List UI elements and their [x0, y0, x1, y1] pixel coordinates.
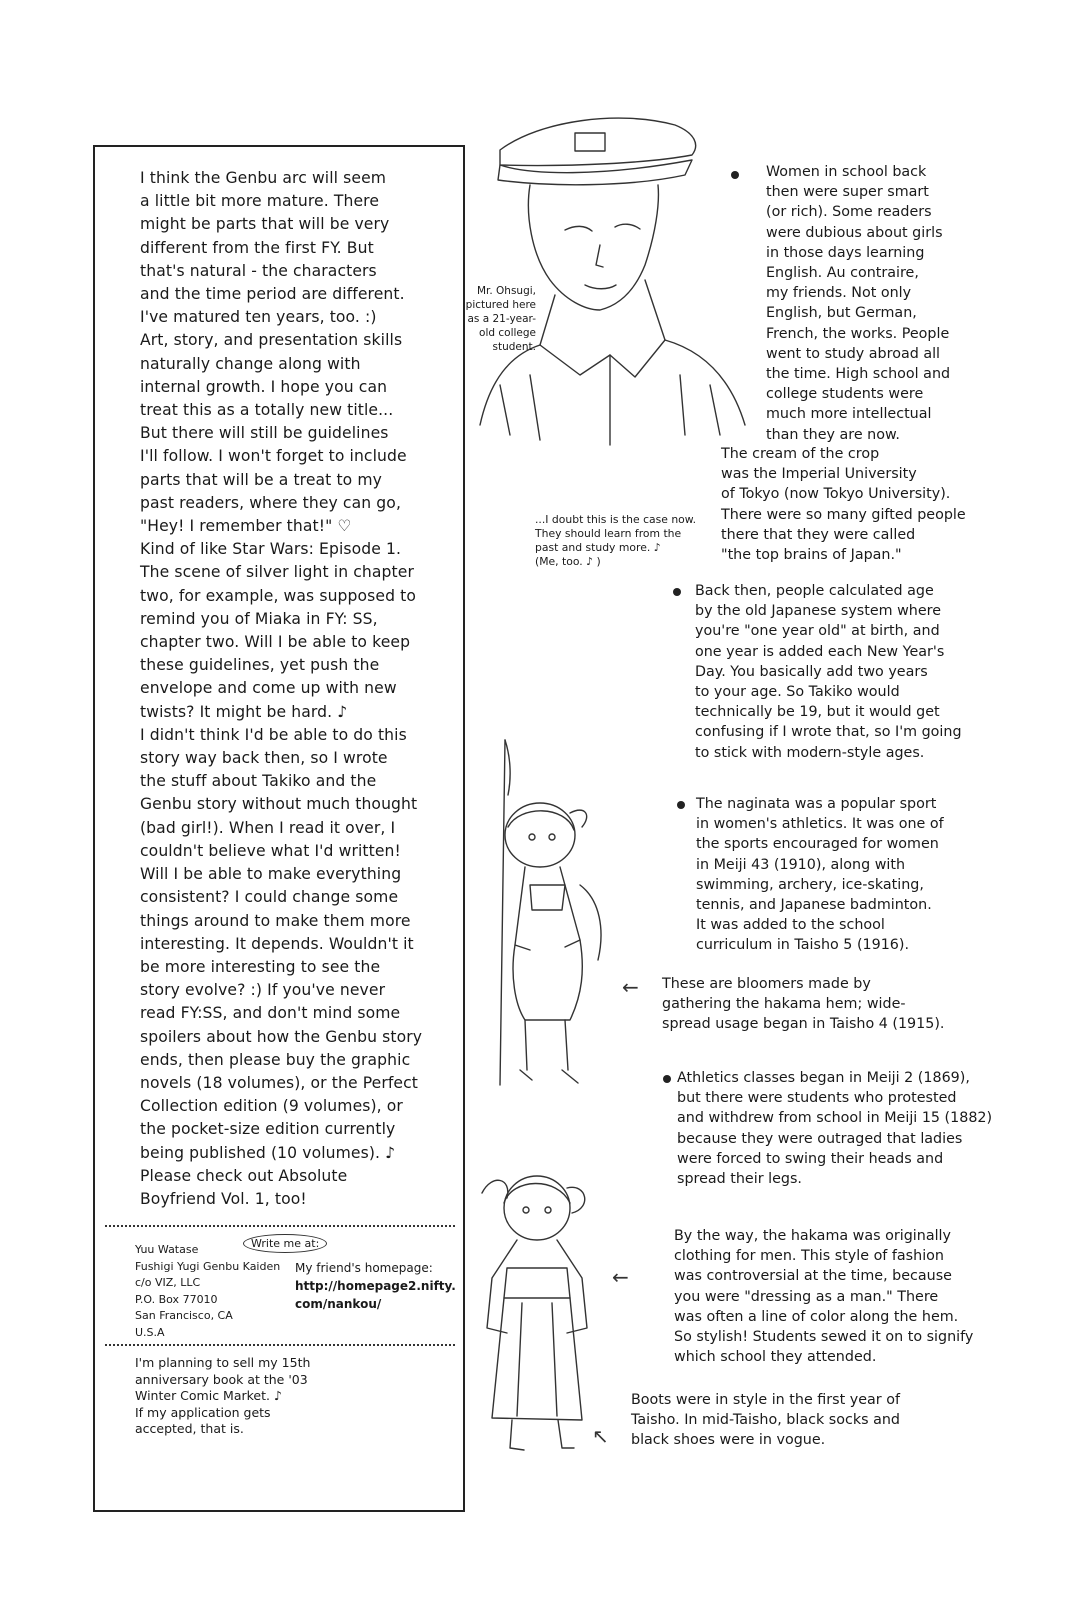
pointer-arrow: ← — [612, 1265, 629, 1289]
note-line: and withdrew from school in Meiji 15 (1882) — [677, 1110, 993, 1127]
author-note-line: treat this as a totally new title... — [140, 401, 394, 420]
note-line: in Meiji 43 (1910), along with — [696, 856, 906, 873]
note-line: you were "dressing as a man." There — [674, 1288, 939, 1305]
ohsugi-caption — [458, 284, 536, 354]
author-note-line: that's natural - the characters — [140, 261, 377, 280]
address-line: c/o VIZ, LLC — [135, 1276, 201, 1289]
plan-line: accepted, that is. — [135, 1421, 244, 1436]
note-line: swimming, archery, ice-skating, — [696, 876, 924, 893]
note-line: Athletics classes began in Meiji 2 (1869), — [677, 1070, 970, 1086]
bullet — [731, 171, 739, 179]
note-line: were dubious about girls — [766, 224, 943, 241]
note-women-in-school — [766, 162, 950, 445]
bullet — [673, 588, 681, 596]
author-note-box — [93, 145, 465, 1512]
author-note-line: consistent? I could change some — [140, 888, 399, 907]
plan-line: If my application gets — [135, 1404, 271, 1420]
pointer-arrow: ← — [622, 975, 639, 999]
author-note-line: The scene of silver light in chapter — [140, 563, 414, 582]
author-note-line: the stuff about Takiko and the — [140, 772, 377, 791]
author-note-line: I've matured ten years, too. :) — [140, 308, 377, 327]
caption-line: as a 21-year- — [467, 313, 536, 325]
note-line: spread usage began in Taisho 4 (1915). — [662, 1016, 945, 1033]
note-line: technically be 19, but it would get — [695, 704, 940, 721]
author-note-line: ends, then please buy the graphic — [140, 1050, 411, 1069]
note-line: black shoes were in vogue. — [631, 1432, 826, 1449]
note-line: Boots were in style in the first year of — [631, 1392, 900, 1408]
author-note-line: (bad girl!). When I read it over, I — [140, 818, 396, 837]
author-note-line: interesting. It depends. Wouldn't it — [140, 934, 414, 953]
mailing-address — [135, 1242, 280, 1341]
author-note-line: spoilers about how the Genbu story — [140, 1027, 423, 1046]
anniversary-book-note — [135, 1355, 355, 1438]
note-line: English. Au contraire, — [766, 265, 919, 282]
note-line: to your age. So Takiko would — [695, 684, 900, 701]
note-line: one year is added each New Year's — [695, 643, 945, 660]
note-line: tennis, and Japanese badminton. — [696, 897, 932, 914]
note-line: the sports encouraged for women — [696, 836, 939, 853]
author-note-line: But there will still be guidelines — [140, 424, 389, 443]
author-note-line: these guidelines, yet push the — [140, 656, 380, 675]
note-line: French, the works. People — [766, 325, 950, 342]
author-note-line: different from the first FY. But — [140, 238, 374, 257]
doubt-aside — [535, 513, 696, 569]
note-bloomers — [662, 974, 944, 1035]
author-note-line: be more interesting to see the — [140, 957, 381, 976]
author-note-line: Will I be able to make everything — [140, 865, 402, 884]
note-boots — [631, 1390, 900, 1451]
note-line: which school they attended. — [674, 1349, 877, 1366]
author-note-text — [140, 167, 440, 1211]
author-note-line: I think the Genbu arc will seem — [140, 169, 387, 187]
note-line: in those days learning — [766, 244, 925, 261]
plan-line: I'm planning to sell my 15th — [135, 1355, 311, 1370]
note-line: spread their legs. — [677, 1171, 802, 1188]
note-line: than they are now. — [766, 426, 900, 443]
plan-line: Winter Comic Market. ♪ — [135, 1388, 282, 1403]
note-line: Taisho. In mid-Taisho, black socks and — [631, 1412, 901, 1429]
note-line: was controversial at the time, because — [674, 1268, 952, 1285]
author-note-line: internal growth. I hope you can — [140, 377, 388, 396]
aside-line: They should learn from the — [535, 527, 682, 540]
dotted-divider — [105, 1225, 455, 1227]
author-note-line: Genbu story without much thought — [140, 795, 418, 814]
address-line: P.O. Box 77010 — [135, 1292, 218, 1306]
author-note-line: story way back then, so I wrote — [140, 749, 388, 768]
aside-line: (Me, too. ♪ ) — [535, 555, 601, 568]
dotted-divider — [105, 1344, 455, 1346]
author-note-line: Kind of like Star Wars: Episode 1. — [140, 540, 402, 559]
author-note-line: things around to make them more — [140, 911, 411, 930]
note-line: These are bloomers made by — [662, 976, 871, 992]
author-note-line: naturally change along with — [140, 354, 361, 373]
note-line: Back then, people calculated age — [695, 583, 934, 599]
author-note-line: a little bit more mature. There — [140, 192, 380, 211]
note-line: clothing for men. This style of fashion — [674, 1248, 944, 1265]
note-line: English, but German, — [766, 305, 917, 322]
note-athletics-classes — [677, 1068, 992, 1189]
pointer-arrow: ↖ — [592, 1424, 609, 1448]
author-note-line: chapter two. Will I be able to keep — [140, 633, 411, 652]
author-note-line: two, for example, was supposed to — [140, 586, 417, 605]
author-note-line: the pocket-size edition currently — [140, 1120, 396, 1139]
note-line: college students were — [766, 386, 924, 403]
author-note-line: "Hey! I remember that!" ♡ — [140, 517, 352, 536]
note-line: much more intellectual — [766, 406, 932, 423]
author-note-line: I didn't think I'd be able to do this — [140, 725, 407, 744]
caption-line: student. — [492, 341, 536, 353]
note-line: So stylish! Students sewed it on to signify — [674, 1329, 974, 1346]
note-line: in women's athletics. It was one of — [696, 816, 944, 833]
author-note-line: twists? It might be hard. ♪ — [140, 702, 348, 721]
note-line: you're "one year old" at birth, and — [695, 623, 940, 640]
note-line: (or rich). Some readers — [766, 204, 932, 221]
author-note-line: couldn't believe what I'd written! — [140, 841, 401, 860]
author-note-line: being published (10 volumes). ♪ — [140, 1143, 396, 1162]
author-note-line: might be parts that will be very — [140, 215, 390, 234]
caption-line: pictured here — [465, 299, 536, 311]
bullet — [677, 801, 685, 809]
note-line: The naginata was a popular sport — [696, 796, 937, 812]
ohsugi-portrait-sketch — [470, 105, 760, 450]
note-line: the time. High school and — [766, 366, 951, 383]
homepage-url-line: http://homepage2.nifty. — [295, 1279, 456, 1293]
author-note-line: Art, story, and presentation skills — [140, 331, 403, 350]
author-note-line: envelope and come up with new — [140, 679, 397, 698]
naginata-girl-sketch — [470, 735, 620, 1095]
note-line: by the old Japanese system where — [695, 603, 942, 620]
write-me-label: Write me at: — [243, 1234, 327, 1253]
address-line: Fushigi Yugi Genbu Kaiden — [135, 1259, 281, 1273]
homepage-block — [295, 1259, 456, 1313]
author-note-line: past readers, where they can go, — [140, 493, 401, 512]
note-line: my friends. Not only — [766, 285, 912, 302]
hakama-girl-sketch — [462, 1158, 612, 1458]
homepage-url — [295, 1277, 456, 1313]
note-line: It was added to the school — [696, 917, 885, 934]
author-note-line: and the time period are different. — [140, 285, 405, 304]
note-line: "the top brains of Japan." — [721, 547, 902, 564]
note-line: but there were students who protested — [677, 1090, 957, 1107]
note-line: confusing if I wrote that, so I'm going — [695, 724, 962, 741]
author-note-line: I'll follow. I won't forget to include — [140, 447, 407, 466]
author-note-line: parts that will be a treat to my — [140, 470, 382, 489]
note-line: There were so many gifted people — [721, 506, 966, 523]
note-line: were forced to swing their heads and — [677, 1150, 944, 1167]
note-hakama-origin — [674, 1226, 973, 1367]
aside-line: past and study more. ♪ — [535, 541, 661, 554]
note-imperial-university — [721, 444, 966, 565]
note-naginata — [696, 794, 944, 956]
address-line: San Francisco, CA — [135, 1309, 233, 1322]
author-note-line: story evolve? :) If you've never — [140, 981, 386, 1000]
note-line: then were super smart — [766, 184, 929, 201]
note-line: went to study abroad all — [766, 345, 941, 362]
note-line: to stick with modern-style ages. — [695, 744, 925, 761]
note-line: because they were outraged that ladies — [677, 1130, 963, 1147]
address-line: U.S.A — [135, 1325, 165, 1339]
note-line: of Tokyo (now Tokyo University). — [721, 486, 951, 503]
author-note-line: Please check out Absolute — [140, 1166, 348, 1185]
address-line: Yuu Watase — [135, 1243, 199, 1256]
note-line: curriculum in Taisho 5 (1916). — [696, 937, 910, 954]
author-note-line: remind you of Miaka in FY: SS, — [140, 609, 378, 628]
homepage-url-line: com/nankou/ — [295, 1297, 382, 1311]
caption-line: Mr. Ohsugi, — [476, 285, 536, 297]
note-line: The cream of the crop — [721, 446, 880, 462]
author-note-line: novels (18 volumes), or the Perfect — [140, 1073, 419, 1092]
author-note-line: Collection edition (9 volumes), or — [140, 1097, 403, 1116]
aside-line: ...I doubt this is the case now. — [535, 513, 697, 526]
note-line: gathering the hakama hem; wide- — [662, 996, 906, 1013]
note-japanese-age-system — [695, 581, 962, 763]
note-line: Day. You basically add two years — [695, 663, 928, 680]
caption-line: old college — [479, 327, 536, 339]
bullet — [663, 1075, 671, 1083]
note-line: there that they were called — [721, 526, 916, 543]
author-note-line: Boyfriend Vol. 1, too! — [140, 1189, 307, 1208]
note-line: By the way, the hakama was originally — [674, 1228, 951, 1244]
note-line: was often a line of color along the hem. — [674, 1308, 959, 1325]
author-note-line: read FY:SS, and don't mind some — [140, 1004, 401, 1023]
note-line: was the Imperial University — [721, 466, 917, 483]
homepage-label: My friend's homepage: — [295, 1261, 433, 1275]
plan-line: anniversary book at the '03 — [135, 1371, 308, 1387]
note-line: Women in school back — [766, 164, 927, 180]
